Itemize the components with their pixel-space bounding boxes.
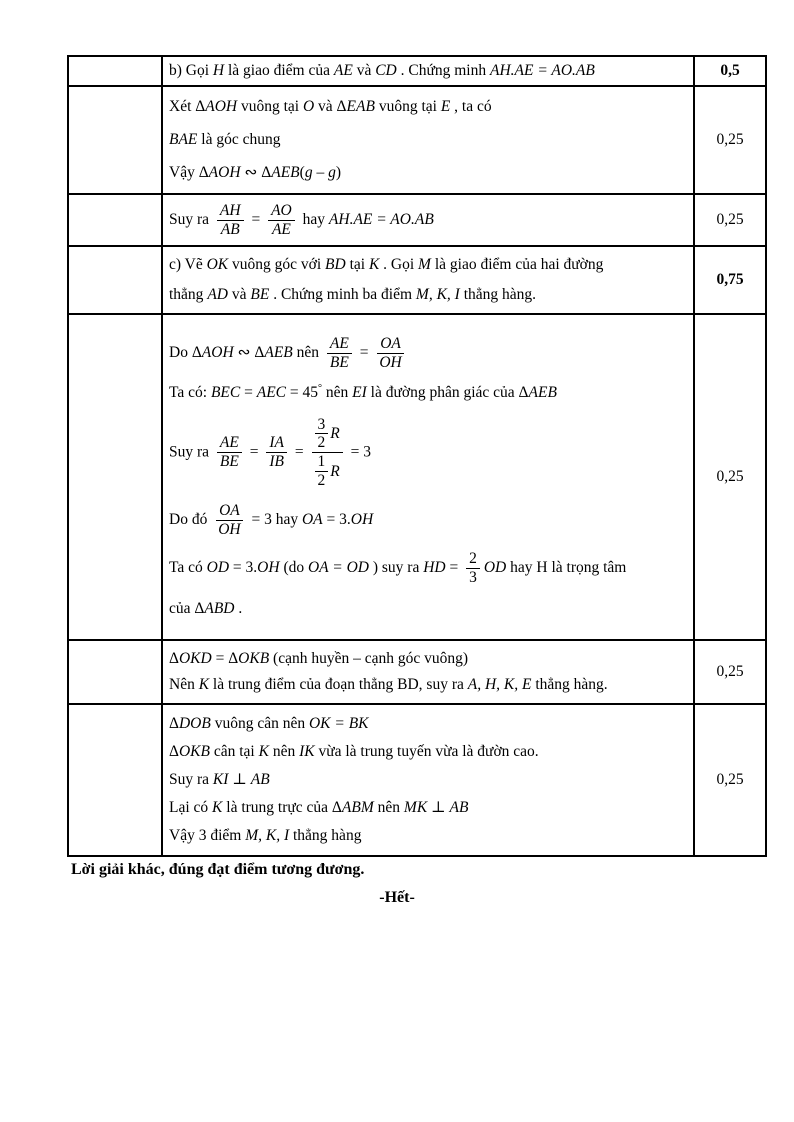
plain-text: là giao điểm của	[224, 61, 334, 79]
plain-text: thẳng hàng.	[531, 676, 608, 693]
plain-text: = 3 hay	[247, 510, 302, 528]
superscript: °	[318, 383, 323, 395]
math-text: K	[198, 676, 210, 693]
label-cell	[68, 86, 162, 194]
plain-text: ) suy ra	[368, 559, 424, 577]
plain-text: nên	[373, 799, 404, 817]
math-text: OK	[206, 255, 229, 273]
math-text: BE	[250, 286, 270, 303]
plain-text: 2	[469, 550, 477, 568]
plain-text: Δ	[169, 649, 179, 667]
plain-text: 3	[317, 415, 326, 433]
plain-text: vừa là trung tuyến vừa là đườn cao.	[314, 742, 539, 760]
plain-text: là góc chung	[197, 130, 281, 148]
plain-text: là trung điểm của đoạn thẳng BD, suy ra	[209, 676, 468, 693]
plain-text: 2	[317, 434, 326, 452]
plain-text: Do Δ	[169, 343, 202, 361]
math-text: HD	[423, 559, 446, 577]
plain-text: =	[445, 559, 463, 577]
plain-text: (cạnh huyền – cạnh góc vuông)	[269, 649, 469, 667]
plain-text: . Chứng minh ba điểm	[269, 286, 416, 303]
math-text: AEB	[264, 343, 293, 361]
table-row	[68, 56, 766, 86]
plain-text: (do	[279, 559, 308, 577]
scoring-table-body	[68, 56, 766, 856]
math-text: AH.AE = AO.AB	[328, 210, 434, 228]
plain-text: Suy ra	[169, 770, 213, 788]
label-cell	[68, 314, 162, 640]
fraction	[217, 434, 242, 471]
math-text: O	[302, 97, 315, 115]
plain-text: 2	[317, 472, 326, 489]
score-cell: 0,25	[694, 314, 766, 640]
content-line	[169, 672, 687, 698]
content-line	[169, 766, 687, 794]
table-row	[68, 194, 766, 246]
label-cell	[68, 704, 162, 856]
plain-text: của Δ	[169, 600, 205, 618]
plain-text: Δ	[169, 714, 179, 732]
content-cell	[162, 314, 694, 640]
content-line	[169, 496, 687, 545]
content-cell	[162, 704, 694, 856]
score-cell: 0,25	[694, 640, 766, 704]
math-text: A, H, K, E	[467, 676, 532, 693]
content-line	[169, 544, 687, 593]
plain-text: Suy ra	[169, 210, 213, 228]
fraction	[217, 202, 244, 239]
math-text: M, K, I	[245, 827, 290, 845]
content-cell	[162, 246, 694, 314]
plain-text: =	[247, 210, 265, 228]
plain-text: =	[240, 384, 257, 402]
math-text: OD	[483, 559, 507, 577]
score-cell: 0,25	[694, 194, 766, 246]
math-text: DOB	[178, 714, 211, 732]
math-text: CD	[375, 61, 397, 79]
score-cell: 0,75	[694, 246, 766, 314]
math-text: EAB	[346, 97, 375, 115]
content-line	[169, 280, 687, 310]
math-text: BD	[325, 255, 346, 273]
math-text: BEC	[210, 384, 241, 402]
fraction	[266, 434, 287, 471]
plain-text: ∾ Δ	[240, 164, 272, 182]
math-text: AB	[449, 799, 469, 817]
plain-text: Xét Δ	[169, 97, 206, 115]
content-line	[169, 329, 687, 378]
math-text: AE	[333, 61, 353, 79]
plain-text: 3	[469, 569, 477, 587]
math-text: K	[212, 799, 223, 817]
math-text: AEB	[271, 164, 300, 182]
math-text: M, K, I	[415, 286, 460, 303]
content-line	[169, 157, 687, 190]
math-text: IB	[269, 453, 284, 471]
plain-text: b) Gọi	[169, 61, 213, 79]
plain-text: Ta có	[169, 559, 207, 577]
plain-text: vuông tại	[374, 97, 441, 115]
content-line	[169, 123, 687, 156]
plain-text: thẳng	[169, 286, 208, 303]
plain-text: ⊥	[427, 799, 450, 817]
content-line	[169, 738, 687, 766]
plain-text: )	[335, 164, 341, 182]
content-line	[169, 410, 687, 496]
math-text: OK = BK	[308, 714, 369, 732]
plain-text: c) Vẽ	[169, 255, 207, 273]
math-text: H	[212, 61, 225, 79]
content-line	[169, 822, 687, 850]
content-line	[169, 646, 687, 672]
plain-text: thẳng hàng	[289, 827, 362, 845]
label-cell	[68, 640, 162, 704]
score-cell: 0,25	[694, 86, 766, 194]
math-text: EI	[352, 384, 367, 402]
plain-text: vuông tại	[237, 97, 303, 115]
math-text: OA	[219, 501, 240, 519]
plain-text: và	[352, 61, 376, 79]
fraction	[268, 202, 295, 239]
plain-text: = Δ	[211, 649, 239, 667]
content-line	[169, 794, 687, 822]
plain-text: tại	[345, 255, 369, 273]
math-text: OKD	[178, 649, 212, 667]
fraction	[312, 416, 343, 490]
math-text: OA	[301, 510, 323, 528]
content-cell	[162, 194, 694, 246]
math-text: AEC	[256, 384, 287, 402]
math-text: OA	[380, 334, 401, 352]
grading-note: Lời giải khác, đúng đạt điểm tương đương.	[71, 861, 365, 878]
plain-text: nên	[268, 742, 300, 760]
plain-text: . Gọi	[379, 255, 419, 273]
content-line	[169, 202, 687, 239]
plain-text: ⊥	[228, 770, 251, 788]
content-line	[169, 710, 687, 738]
math-text: AOH	[205, 97, 238, 115]
math-text: AOH	[201, 343, 234, 361]
math-text: OD	[206, 559, 230, 577]
math-text: AEB	[528, 384, 557, 402]
math-text: AH	[219, 201, 241, 219]
plain-text: = 3	[346, 443, 371, 461]
plain-text: =	[245, 443, 263, 461]
plain-text: ∾ Δ	[233, 343, 265, 361]
plain-text: hay H là trọng tâm	[506, 559, 627, 577]
fraction	[376, 335, 404, 372]
content-line	[169, 250, 687, 280]
math-text: R	[330, 462, 340, 480]
fraction	[466, 550, 480, 587]
plain-text: Nên	[169, 676, 199, 693]
math-text: M	[418, 255, 431, 273]
math-text: IA	[269, 434, 284, 452]
content-line	[169, 377, 687, 409]
math-text: OH	[379, 353, 402, 371]
math-text: KI	[212, 770, 229, 788]
plain-text: là giao điểm của hai đường	[430, 255, 604, 273]
math-text: OKB	[238, 649, 270, 667]
table-row	[68, 246, 766, 314]
math-text: AH.AE = AO.AB	[489, 61, 595, 79]
plain-text: . Chứng minh	[396, 61, 490, 79]
label-cell	[68, 56, 162, 86]
plain-text: hay	[298, 210, 329, 228]
plain-text: Vậy Δ	[169, 164, 209, 182]
plain-text: cân tại	[209, 742, 259, 760]
math-text: OA = OD	[307, 559, 369, 577]
content-cell	[162, 56, 694, 86]
math-text: IK	[299, 742, 315, 760]
plain-text: = 45	[286, 384, 319, 402]
plain-text: =	[291, 443, 308, 461]
math-text: BE	[329, 353, 349, 371]
content-line	[169, 90, 687, 123]
plain-text: = 3.	[322, 510, 351, 528]
math-text: AD	[207, 286, 228, 303]
plain-text: là đường phân giác của Δ	[366, 384, 529, 402]
fraction	[327, 335, 352, 372]
plain-text: thẳng hàng.	[459, 286, 537, 303]
math-text: E	[440, 97, 451, 115]
plain-text: =	[355, 343, 373, 361]
math-text: OH	[257, 559, 280, 577]
math-text: MK	[403, 799, 428, 817]
math-text: ABD	[204, 600, 235, 618]
table-row	[68, 86, 766, 194]
plain-text: vuông góc với	[228, 255, 326, 273]
plain-text: Suy ra	[169, 443, 213, 461]
plain-text: và Δ	[314, 97, 347, 115]
table-row	[68, 640, 766, 704]
math-text: BE	[219, 453, 239, 471]
plain-text: là trung trực của Δ	[222, 799, 342, 817]
table-row	[68, 314, 766, 640]
math-text: AO	[271, 201, 292, 219]
math-text: ABM	[341, 799, 374, 817]
math-text: AE	[329, 334, 349, 352]
plain-text: nên	[292, 343, 323, 361]
plain-text: vuông cân nên	[210, 714, 309, 732]
plain-text: Ta có:	[169, 384, 211, 402]
fraction	[315, 453, 329, 490]
math-text: AE	[271, 220, 291, 238]
score-cell: 0,25	[694, 704, 766, 856]
plain-text: Vậy 3 điểm	[169, 827, 246, 845]
table-row	[68, 704, 766, 856]
content-line	[169, 593, 687, 625]
math-text: K	[258, 742, 269, 760]
plain-text: và	[227, 286, 251, 303]
label-cell	[68, 246, 162, 314]
content-cell	[162, 640, 694, 704]
plain-text: = 3.	[229, 559, 258, 577]
math-text: AOH	[208, 164, 241, 182]
plain-text: Do đó	[169, 510, 212, 528]
scoring-table	[67, 55, 767, 857]
math-text: OH	[218, 520, 241, 538]
end-marker: -Hết-	[379, 889, 415, 906]
fraction	[215, 502, 243, 539]
math-text: AE	[219, 434, 239, 452]
math-text: BAE	[169, 130, 198, 148]
math-text: g – g	[304, 164, 336, 182]
fraction	[315, 416, 329, 453]
math-text: K	[368, 255, 380, 273]
plain-text: Δ	[169, 742, 179, 760]
math-text: R	[330, 424, 340, 442]
content-cell	[162, 86, 694, 194]
content-line	[169, 61, 687, 81]
math-text: OKB	[178, 742, 210, 760]
plain-text: Lại có	[169, 799, 213, 817]
label-cell	[68, 194, 162, 246]
math-text: AB	[220, 220, 240, 238]
math-text: AB	[250, 770, 270, 788]
math-text: OH	[350, 510, 374, 528]
score-cell: 0,5	[694, 56, 766, 86]
plain-text: .	[234, 600, 243, 618]
plain-text: nên	[322, 384, 353, 402]
plain-text: 1	[317, 453, 326, 471]
plain-text: , ta có	[450, 97, 492, 115]
plain-text: (	[299, 164, 305, 182]
